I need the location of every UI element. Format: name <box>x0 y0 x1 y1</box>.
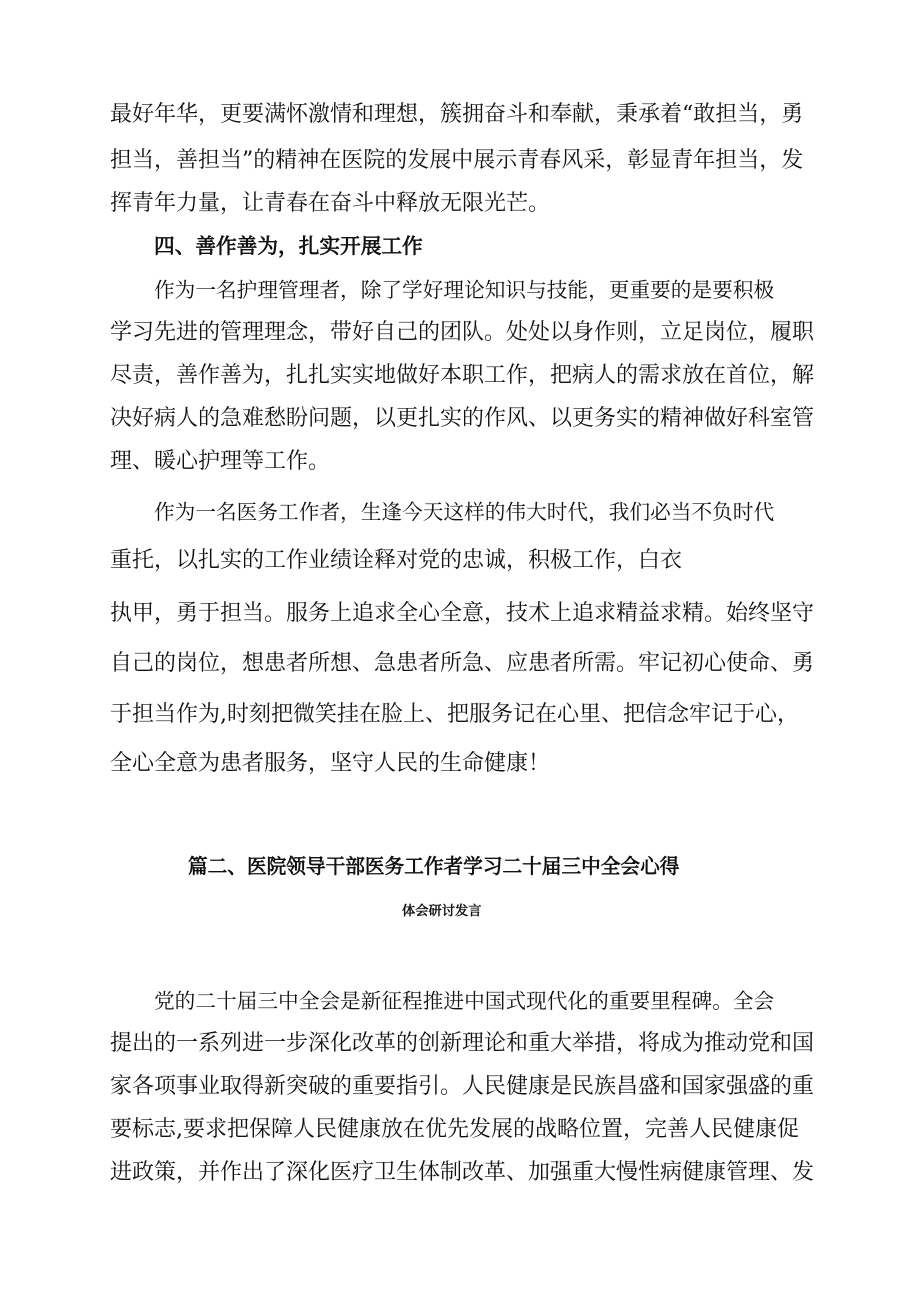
paragraph-line: 学习先进的管理理念，带好自己的团队。处处以身作则，立足岗位，履职 <box>110 320 815 345</box>
paragraph-line: 理、暖心护理等工作。 <box>110 449 331 474</box>
paragraph-line: 家各项事业取得新突破的重要指引。人民健康是民族昌盛和国家强盛的重 <box>110 1074 815 1099</box>
paragraph-line: 作为一名医务工作者，生逢今天这样的伟大时代，我们必当不负时代 <box>154 500 775 524</box>
paragraph-line: 进政策，并作出了深化医疗卫生体制改革、加强重大慢性病健康管理、发 <box>110 1160 815 1185</box>
paragraph-line: 党的二十届三中全会是新征程推进中国式现代化的重要里程碑。全会 <box>154 989 775 1013</box>
paragraph-line: 最好年华，更要满怀激情和理想，簇拥奋斗和奉献，秉承着“敢担当，勇 <box>110 102 804 127</box>
article-title-line-1: 篇二、医院领导干部医务工作者学习二十届三中全会心得 <box>188 855 680 878</box>
section-heading: 四、善作善为，扎实开展工作 <box>154 234 423 258</box>
paragraph-line: 自己的岗位，想患者所想、急患者所急、应患者所需。牢记初心使命、勇 <box>110 651 815 676</box>
paragraph-line: 作为一名护理管理者，除了学好理论知识与技能，更重要的是要积极 <box>154 278 775 302</box>
paragraph-line: 担当，善担当”的精神在医院的发展中展示青春风采，彰显青年担当，发 <box>110 148 804 173</box>
paragraph-line: 决好病人的急难愁盼问题，以更扎实的作风、以更务实的精神做好科室管 <box>110 406 815 431</box>
paragraph-line: 重托，以扎实的工作业绩诠释对党的忠诚，积极工作，白衣 <box>110 548 683 573</box>
paragraph-line: 挥青年力量，让青春在奋斗中释放无限光芒。 <box>110 191 551 216</box>
paragraph-line: 要标志,要求把保障人民健康放在优先发展的战略位置，完善人民健康促 <box>110 1117 799 1142</box>
paragraph-line: 于担当作为,时刻把微笑挂在脸上、把服务记在心里、把信念牢记于心， <box>110 702 799 727</box>
paragraph-line: 尽责，善作善为，扎扎实实地做好本职工作，把病人的需求放在首位，解 <box>110 363 815 388</box>
paragraph-line: 全心全意为患者服务，坚守人民的生命健康！ <box>110 751 551 776</box>
article-title-line-2: 体会研讨发言 <box>402 904 482 919</box>
paragraph-line: 提出的一系列进一步深化改革的创新理论和重大举措，将成为推动党和国 <box>110 1031 815 1056</box>
paragraph-line: 执甲，勇于担当。服务上追求全心全意，技术上追求精益求精。始终坚守 <box>110 601 815 626</box>
